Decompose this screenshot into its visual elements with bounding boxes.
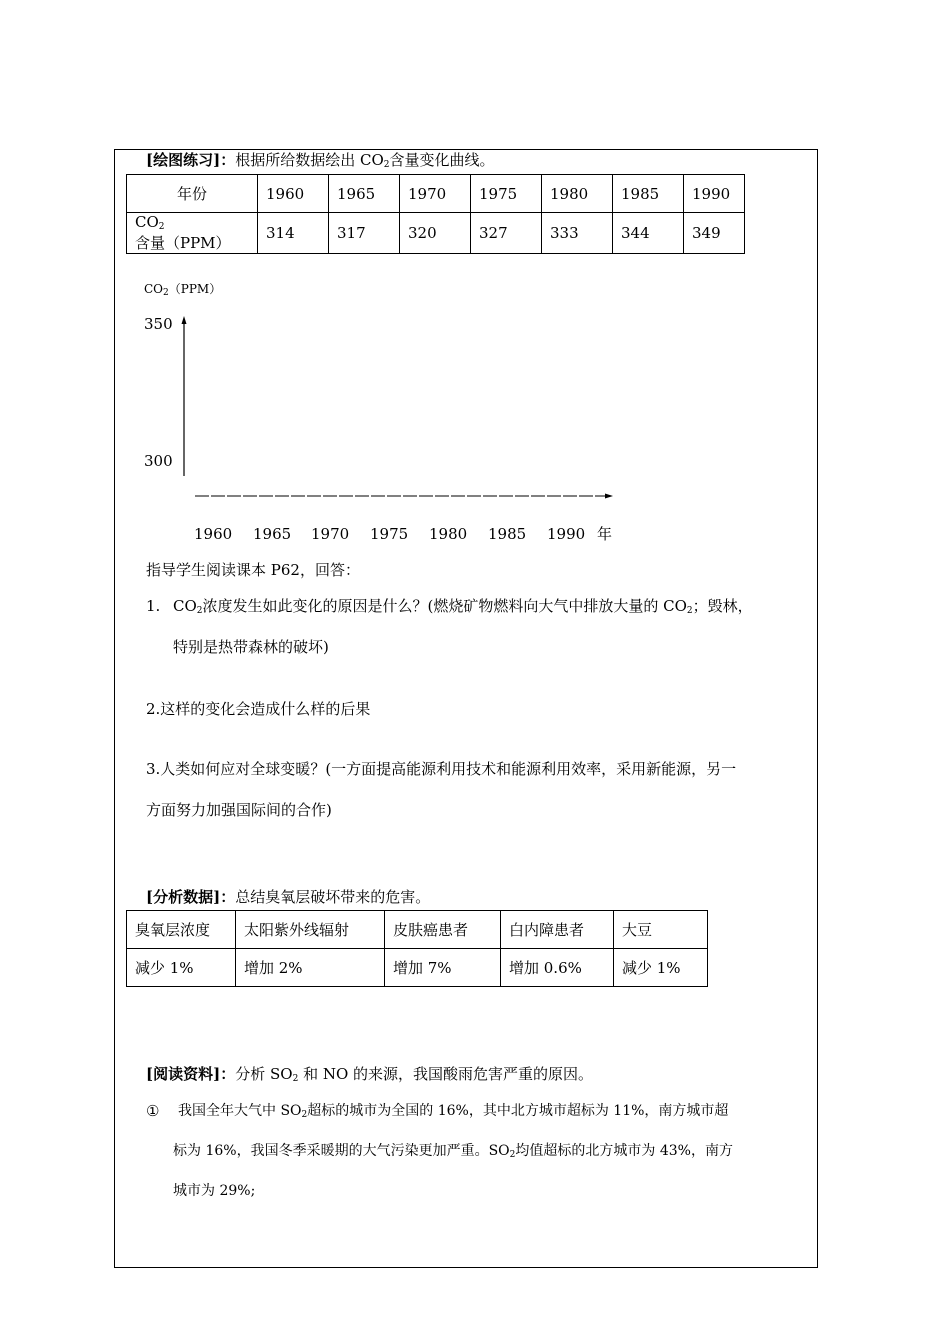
header-cell: 臭氧层浓度 xyxy=(127,911,236,949)
reading-material-instruction: [阅读资料]：分析 $SO_2$ 和 NO 的来源，我国酸雨危害严重的原因。 xyxy=(146,1065,594,1084)
y-axis-arrowhead xyxy=(182,316,187,324)
drawing-tag: [绘图练习] xyxy=(146,151,221,169)
x-tick-label: 1970 xyxy=(311,525,350,543)
value-cell: 333 xyxy=(542,213,613,254)
reading-line-1: 我国全年大气中 $SO_2$超标的城市为全国的 16%，其中北方城市超标为 11%，南方城市超 xyxy=(178,1103,729,1120)
question-3: 3.人类如何应对全球变暖？(一方面提高能源利用技术和能源利用效率，采用新能源，另一 xyxy=(146,760,737,778)
value-cell: 320 xyxy=(400,213,471,254)
reading-line-3: 城市为 29%; xyxy=(173,1183,256,1199)
question-3-continuation: 方面努力加强国际间的合作) xyxy=(146,801,332,819)
question-1: $CO_2$浓度发生如此变化的原因是什么？(燃烧矿物燃料向大气中排放大量的 $CO_2$；毁林， xyxy=(173,597,753,616)
year-cell: 1965 xyxy=(329,175,400,213)
year-cell: 1990 xyxy=(684,175,745,213)
reading-prompt: 指导学生阅读课本 P62，回答： xyxy=(146,561,360,579)
value-cell: 314 xyxy=(258,213,329,254)
table-row xyxy=(127,949,708,987)
chart-axes xyxy=(0,0,950,560)
co2-row-header: $CO_2$含量（PPM） xyxy=(127,213,258,254)
chart-y-label: $CO_2(PPM)$ xyxy=(144,282,222,298)
year-cell: 1975 xyxy=(471,175,542,213)
x-tick-label: 1965 xyxy=(253,525,292,543)
header-cell: 大豆 xyxy=(614,911,708,949)
value-cell: 增加 2% xyxy=(236,949,385,987)
x-tick-label: 1975 xyxy=(370,525,409,543)
year-cell: 1960 xyxy=(258,175,329,213)
ozone-data-table xyxy=(126,910,708,987)
x-tick-label: 1960 xyxy=(194,525,233,543)
x-unit-label: 年 xyxy=(597,525,613,543)
reading-material-tag: [阅读资料] xyxy=(146,1065,221,1083)
value-cell: 349 xyxy=(684,213,745,254)
value-cell: 344 xyxy=(613,213,684,254)
drawing-instruction: [绘图练习]：根据所给数据绘出 $CO_2$含量变化曲线。 xyxy=(146,151,495,170)
table-row xyxy=(127,911,708,949)
year-cell: 1970 xyxy=(400,175,471,213)
value-cell: 增加 0.6% xyxy=(501,949,614,987)
header-cell: 皮肤癌患者 xyxy=(385,911,501,949)
x-axis-arrowhead xyxy=(605,494,613,499)
question-1-continuation: 特别是热带森林的破坏) xyxy=(173,638,329,656)
x-tick-label: 1980 xyxy=(429,525,468,543)
reading-line-2: 标为 16%，我国冬季采暖期的大气污染更加严重。$SO_2$均值超标的北方城市为 43%，南方 xyxy=(173,1143,733,1160)
y-tick-label: 350 xyxy=(144,315,173,333)
header-cell: 白内障患者 xyxy=(501,911,614,949)
x-tick-label: 1985 xyxy=(488,525,527,543)
question-2: 2.这样的变化会造成什么样的后果 xyxy=(146,700,371,718)
analysis-instruction: [分析数据]：总结臭氧层破坏带来的危害。 xyxy=(146,888,431,906)
question-1-number: 1. xyxy=(146,597,161,615)
analysis-tag: [分析数据] xyxy=(146,888,221,906)
y-tick-label: 300 xyxy=(144,452,173,470)
year-cell: 1985 xyxy=(613,175,684,213)
x-tick-label: 1990 xyxy=(547,525,586,543)
header-cell: 太阳紫外线辐射 xyxy=(236,911,385,949)
year-header-cell: 年份 xyxy=(127,175,258,213)
item-marker: ① xyxy=(146,1102,160,1120)
year-cell: 1980 xyxy=(542,175,613,213)
value-cell: 增加 7% xyxy=(385,949,501,987)
value-cell: 317 xyxy=(329,213,400,254)
value-cell: 减少 1% xyxy=(127,949,236,987)
value-cell: 减少 1% xyxy=(614,949,708,987)
value-cell: 327 xyxy=(471,213,542,254)
